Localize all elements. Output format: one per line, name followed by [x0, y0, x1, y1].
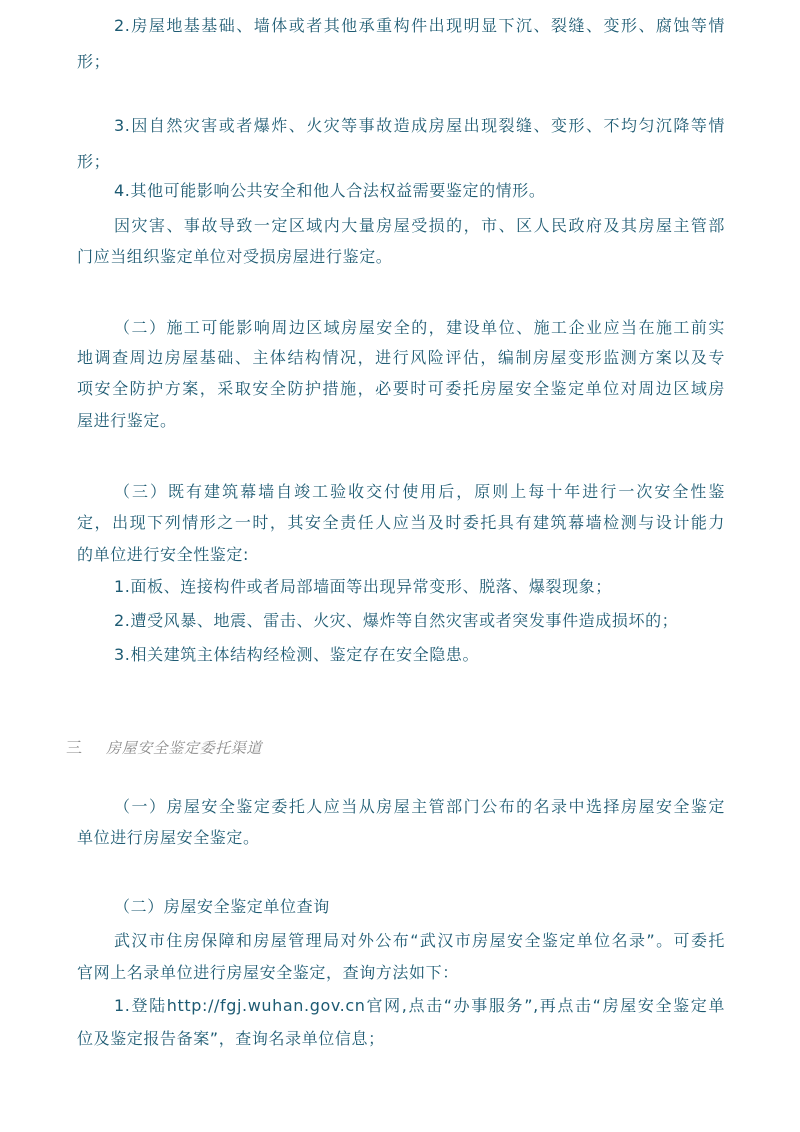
section-number: 三 — [66, 738, 83, 757]
channel-p2-line2: 官网上名录单位进行房屋安全鉴定，查询方法如下： — [77, 963, 459, 982]
channel-p2-heading: （二）房屋安全鉴定单位查询 — [114, 897, 330, 916]
sec3-line2: 定，出现下列情形之一时，其安全责任人应当及时委托具有建筑幕墙检测与设计能力 — [77, 513, 725, 532]
sec2-line3: 项安全防护方案，采取安全防护措施，必要时可委托房屋安全鉴定单位对周边区域房 — [77, 379, 725, 398]
item2-line1: 2.房屋地基基础、墙体或者其他承重构件出现明显下沉、裂缝、变形、腐蚀等情 — [114, 16, 725, 35]
sec3-item1: 1.面板、连接构件或者局部墙面等出现异常变形、脱落、爆裂现象； — [114, 577, 612, 596]
sec2-line1: （二）施工可能影响周边区域房屋安全的，建设单位、施工企业应当在施工前实 — [114, 318, 725, 337]
channel-p1-line2: 单位进行房屋安全鉴定。 — [77, 828, 260, 847]
channel-p2-item1-line2: 位及鉴定报告备案”，查询名录单位信息； — [77, 1029, 385, 1048]
channel-p1-line1: （一）房屋安全鉴定委托人应当从房屋主管部门公布的名录中选择房屋安全鉴定 — [114, 797, 725, 816]
item4: 4.其他可能影响公共安全和他人合法权益需要鉴定的情形。 — [114, 181, 546, 200]
section-title: 房屋安全鉴定委托渠道 — [106, 739, 263, 757]
item3-line1: 3.因自然灾害或者爆炸、火灾等事故造成房屋出现裂缝、变形、不均匀沉降等情 — [114, 116, 725, 135]
sec3-line1: （三）既有建筑幕墙自竣工验收交付使用后，原则上每十年进行一次安全性鉴 — [114, 482, 725, 501]
channel-p2-line1: 武汉市住房保障和房屋管理局对外公布“武汉市房屋安全鉴定单位名录”。可委托 — [114, 931, 725, 950]
sec2-line4: 屋进行鉴定。 — [77, 411, 177, 430]
sec3-item3: 3.相关建筑主体结构经检测、鉴定存在安全隐患。 — [114, 645, 480, 664]
disaster-line1: 因灾害、事故导致一定区域内大量房屋受损的，市、区人民政府及其房屋主管部 — [114, 216, 725, 235]
item2-line2: 形； — [77, 52, 111, 71]
disaster-line2: 门应当组织鉴定单位对受损房屋进行鉴定。 — [77, 247, 393, 266]
item3-line2: 形； — [77, 152, 111, 171]
channel-p2-item1-line1: 1.登陆http://fgj.wuhan.gov.cn官网,点击“办事服务”,再点击“房屋安全鉴定单 — [114, 996, 725, 1015]
sec3-item2: 2.遭受风暴、地震、雷击、火灾、爆炸等自然灾害或者突发事件造成损坏的； — [114, 611, 679, 630]
sec3-line3: 的单位进行安全性鉴定: — [77, 545, 249, 564]
sec2-line2: 地调查周边房屋基础、主体结构情况，进行风险评估，编制房屋变形监测方案以及专 — [77, 348, 725, 367]
